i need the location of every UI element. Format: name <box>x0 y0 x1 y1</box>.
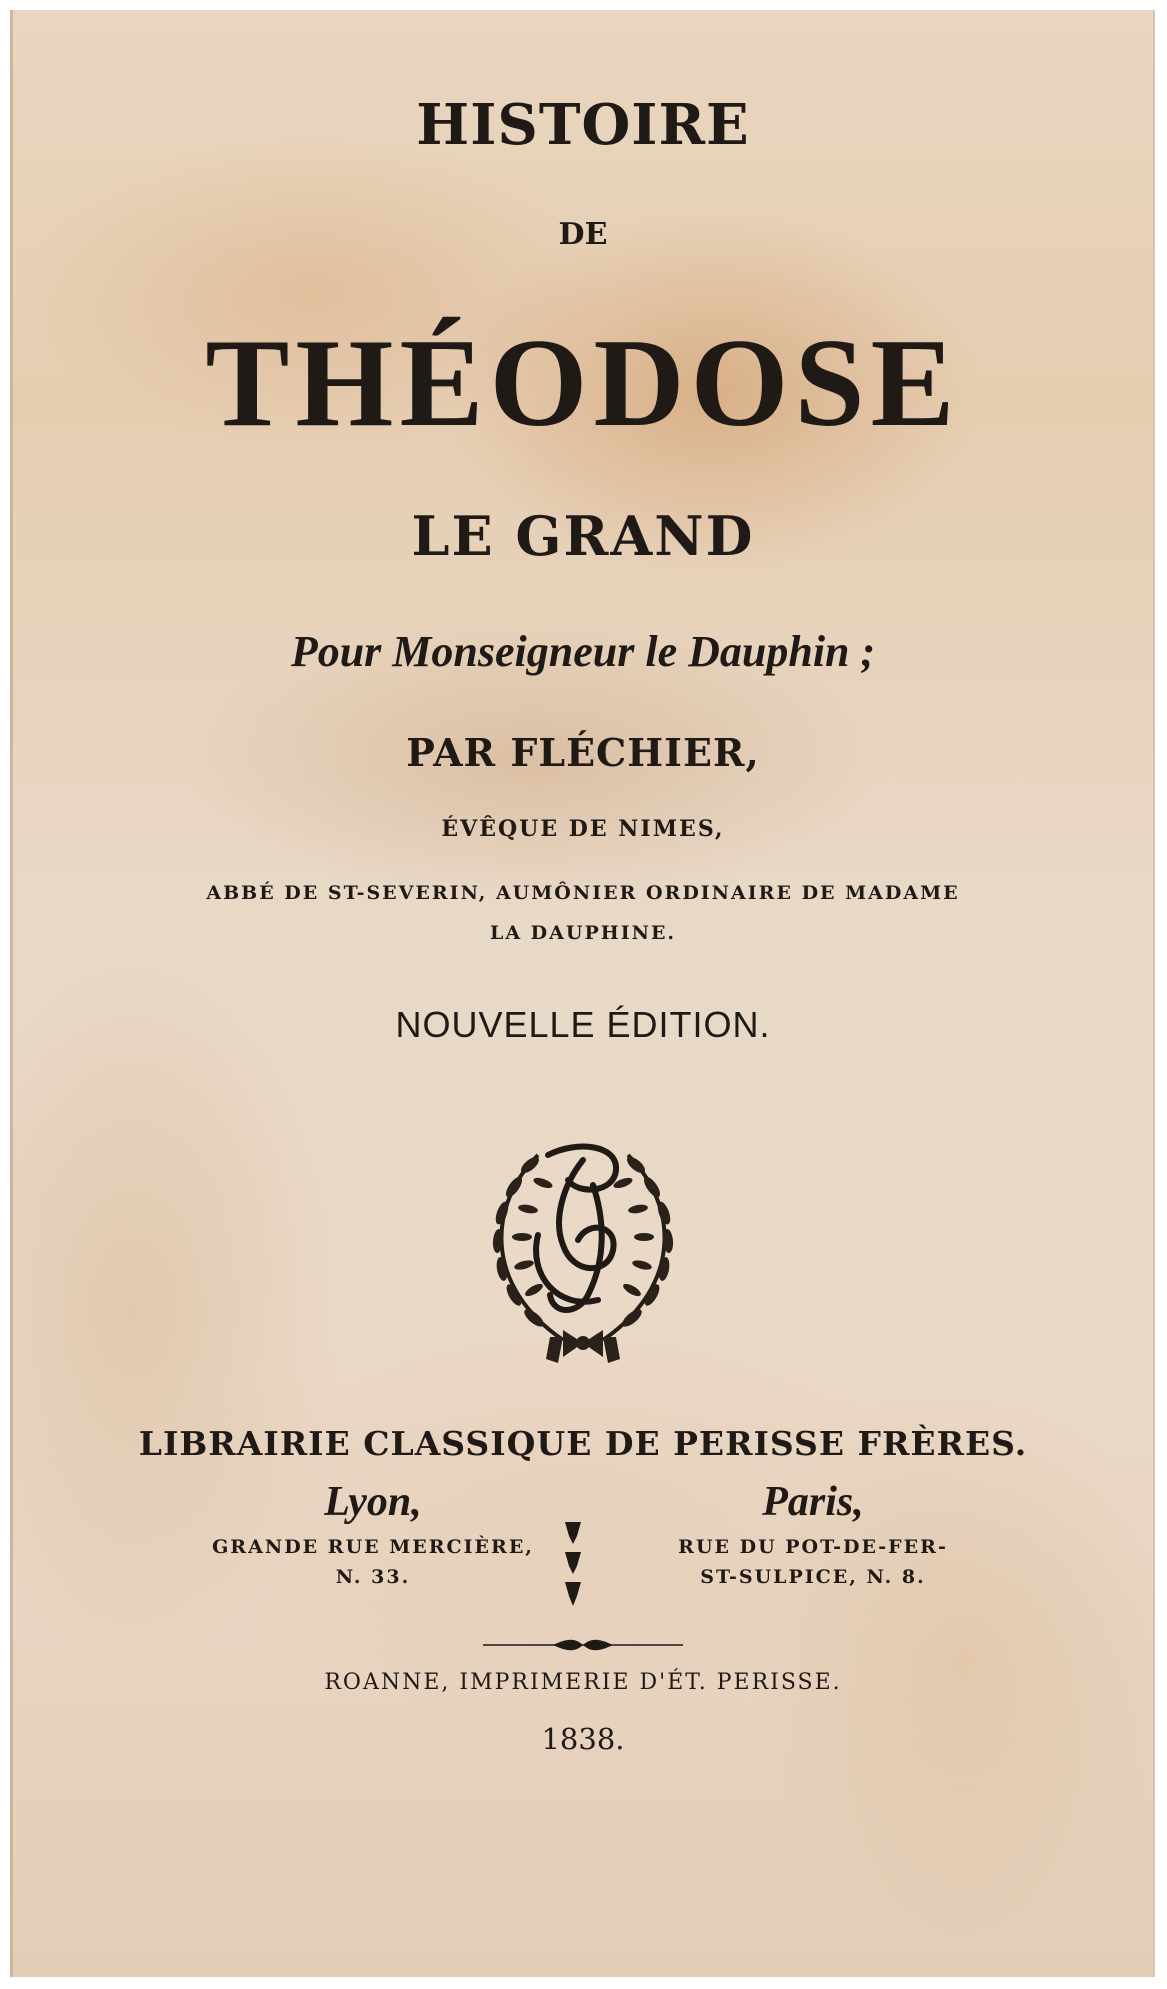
year-line: 1838. <box>541 1722 625 1756</box>
monogram-wreath-icon <box>468 1125 698 1365</box>
lyon-block <box>183 1478 563 1588</box>
lyon-address-2: N. 33. <box>335 1566 411 1588</box>
lyon-address-1: GRANDE RUE MERCIÈRE, <box>212 1536 534 1558</box>
divider-rule <box>483 1638 683 1652</box>
paris-address-1: RUE DU POT-DE-FER- <box>678 1536 948 1558</box>
bishop-line: ÉVÊQUE DE NIMES, <box>441 816 725 842</box>
title-de: DE <box>558 217 608 252</box>
lyon-city: Lyon, <box>324 1479 422 1525</box>
title-theodose: THÉODOSE <box>205 314 961 453</box>
title-page <box>10 10 1155 1977</box>
title-le-grand: LE GRAND <box>411 504 755 568</box>
dagger-ornament-icon <box>562 1520 584 1610</box>
publisher-name: LIBRAIRIE CLASSIQUE DE PERISSE FRÈRES. <box>138 1424 1028 1463</box>
show-through-text <box>793 1165 803 1233</box>
paris-city: Paris, <box>762 1479 864 1525</box>
edition-line: NOUVELLE ÉDITION. <box>395 1004 771 1045</box>
paris-block <box>633 1478 993 1588</box>
dedication-line: Pour Monseigneur le Dauphin ; <box>290 627 876 676</box>
title-histoire: HISTOIRE <box>416 92 750 158</box>
author-line: PAR FLÉCHIER, <box>406 730 760 775</box>
paris-address-2: ST-SULPICE, N. 8. <box>700 1566 926 1588</box>
printer-line: ROANNE, IMPRIMERIE D'ÉT. PERISSE. <box>324 1670 842 1695</box>
dauphine-line: LA DAUPHINE. <box>489 922 677 944</box>
abbe-line: ABBÉ DE ST-SEVERIN, AUMÔNIER ORDINAIRE DE MADAME <box>206 882 960 904</box>
